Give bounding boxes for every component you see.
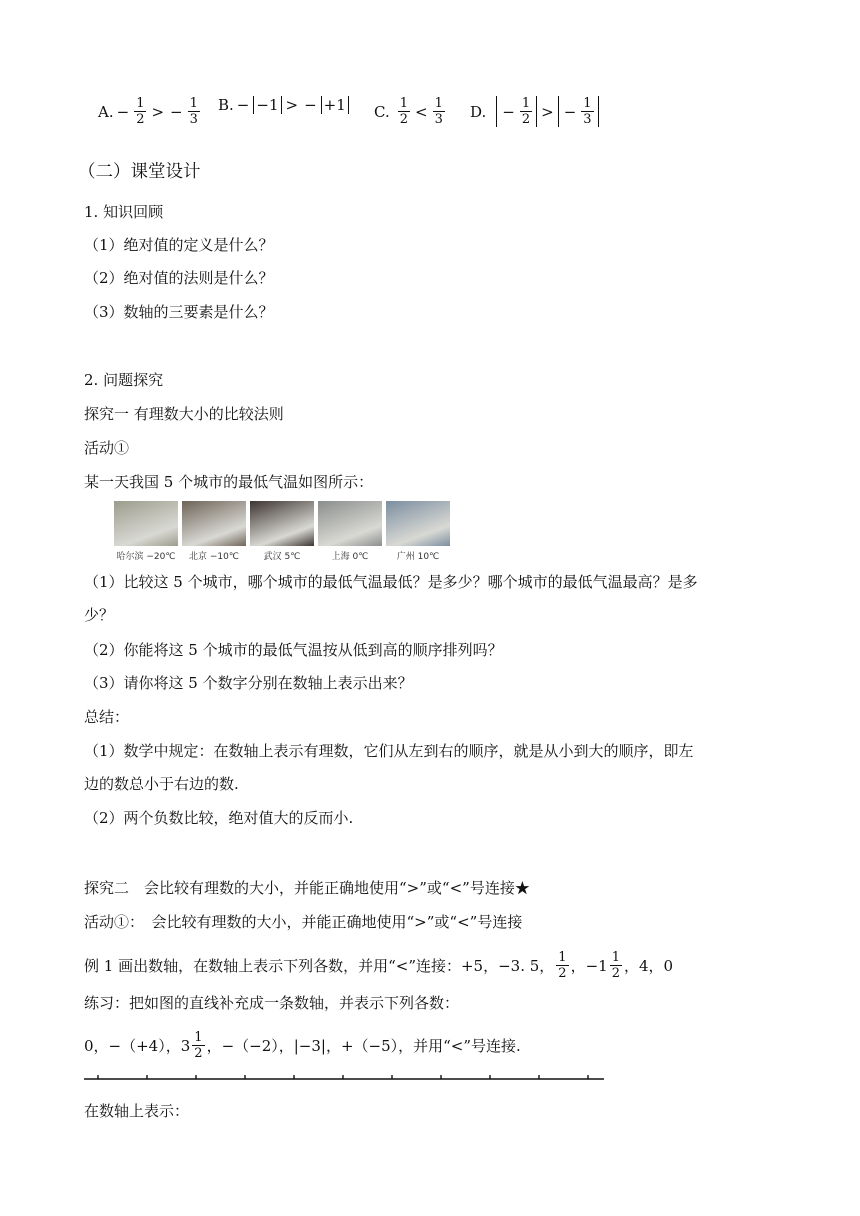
- temperature-question-1b: 少？: [84, 606, 115, 624]
- photo-caption: 武汉 5℃: [263, 552, 301, 562]
- wuhan-photo: [250, 501, 314, 546]
- harbin-photo: [114, 501, 178, 546]
- photo-caption: 北京 −10℃: [189, 552, 239, 562]
- fraction-one-third: $\frac{1}{3}$: [189, 96, 198, 127]
- greater-than-sign: >: [151, 102, 165, 121]
- summary-rule-1b: 边的数总小于右边的数.: [84, 775, 239, 793]
- temperature-intro: 某一天我国 5 个城市的最低气温如图所示：: [84, 473, 374, 491]
- option-b: [218, 96, 350, 114]
- example-1-text: 例 1 画出数轴，在数轴上表示下列各数，并用“<”连接：+5，−3. 5，: [84, 956, 555, 975]
- fraction-one-half: $\frac{1}{2}$: [558, 950, 567, 981]
- fraction-one-half: $\frac{1}{2}$: [521, 96, 531, 127]
- review-question-3: （3）数轴的三要素是什么？: [84, 303, 274, 321]
- option-b-label: B.: [218, 96, 234, 114]
- temperature-question-2: （2）你能将这 5 个城市的最低气温按从低到高的顺序排列吗？: [84, 641, 503, 659]
- fraction-one-third: $\frac{1}{3}$: [583, 96, 592, 127]
- absolute-value: [558, 96, 599, 127]
- photo-caption: 广州 10℃: [396, 552, 440, 562]
- fraction-one-half: $\frac{1}{2}$: [194, 1030, 203, 1061]
- practice-text: ，−（−2），|−3|，+（−5），并用“<”号连接.: [206, 1036, 521, 1055]
- summary-rule-2: （2）两个负数比较，绝对值大的反而小.: [84, 809, 354, 827]
- minus-sign: −: [304, 96, 317, 114]
- option-c: [374, 96, 447, 127]
- section-heading: （二）课堂设计: [78, 162, 201, 182]
- guangzhou-photo: [386, 501, 450, 546]
- fraction-one-half: $\frac{1}{2}$: [399, 96, 408, 127]
- explore-subtitle-1: 探究一 有理数大小的比较法则: [84, 405, 284, 423]
- option-a: [98, 96, 202, 127]
- practice-prompt: 练习：把如图的直线补充成一条数轴，并表示下列各数：: [84, 994, 460, 1012]
- option-a-label: A.: [98, 102, 114, 121]
- example-1-text: ，−1: [570, 956, 608, 975]
- minus-sign: −: [116, 102, 130, 121]
- option-d: [470, 96, 600, 127]
- summary-label: 总结：: [84, 708, 130, 726]
- example-1-text: ，4，0: [623, 956, 674, 975]
- greater-than-sign: >: [541, 102, 554, 121]
- review-question-1: （1）绝对值的定义是什么？: [84, 236, 274, 254]
- minus-sign: −: [563, 102, 577, 121]
- explore-subtitle-2: 探究二 会比较有理数的大小，并能正确地使用“>”或“<”号连接★: [84, 879, 530, 897]
- temperature-question-1a: （1）比较这 5 个城市，哪个城市的最低气温最低？是多少？哪个城市的最低气温最高？是多: [84, 573, 698, 591]
- photo-caption: 上海 0℃: [331, 552, 369, 562]
- practice-text: 0，−（+4），3: [84, 1036, 191, 1055]
- temperature-question-3: （3）请你将这 5 个数字分别在数轴上表示出来？: [84, 674, 413, 692]
- activity-2-label: 活动①： 会比较有理数的大小，并能正确地使用“>”或“<”号连接: [84, 913, 523, 931]
- fraction-one-third: $\frac{1}{3}$: [434, 96, 443, 127]
- option-d-label: D.: [470, 102, 487, 121]
- practice-numbers: [84, 1030, 521, 1061]
- abs-content: −1: [256, 96, 279, 114]
- less-than-sign: <: [415, 102, 428, 121]
- minus-sign: −: [502, 102, 515, 121]
- photo-caption: 哈尔滨 −20℃: [116, 552, 176, 562]
- review-title: 1. 知识回顾: [84, 203, 164, 221]
- minus-sign: −: [170, 102, 183, 121]
- activity-label: 活动①: [84, 439, 130, 457]
- absolute-value: [321, 96, 349, 114]
- show-on-axis-label: 在数轴上表示：: [84, 1102, 190, 1120]
- city-photo-strip: [114, 501, 454, 563]
- shanghai-photo: [318, 501, 382, 546]
- abs-content: +1: [323, 96, 346, 114]
- explore-title: 2. 问题探究: [84, 371, 164, 389]
- summary-rule-1a: （1）数学中规定：在数轴上表示有理数，它们从左到右的顺序，就是从小到大的顺序，即左: [84, 742, 694, 760]
- absolute-value: [496, 96, 537, 127]
- review-question-2: （2）绝对值的法则是什么？: [84, 269, 274, 287]
- fraction-one-half: $\frac{1}{2}$: [136, 96, 145, 127]
- beijing-photo: [182, 501, 246, 546]
- absolute-value: [253, 96, 281, 114]
- example-1: [84, 950, 673, 981]
- number-line-blank: [84, 1070, 606, 1086]
- greater-than-sign: >: [285, 96, 299, 114]
- minus-sign: −: [236, 96, 250, 114]
- fraction-one-half: $\frac{1}{2}$: [611, 950, 620, 981]
- option-c-label: C.: [374, 102, 390, 121]
